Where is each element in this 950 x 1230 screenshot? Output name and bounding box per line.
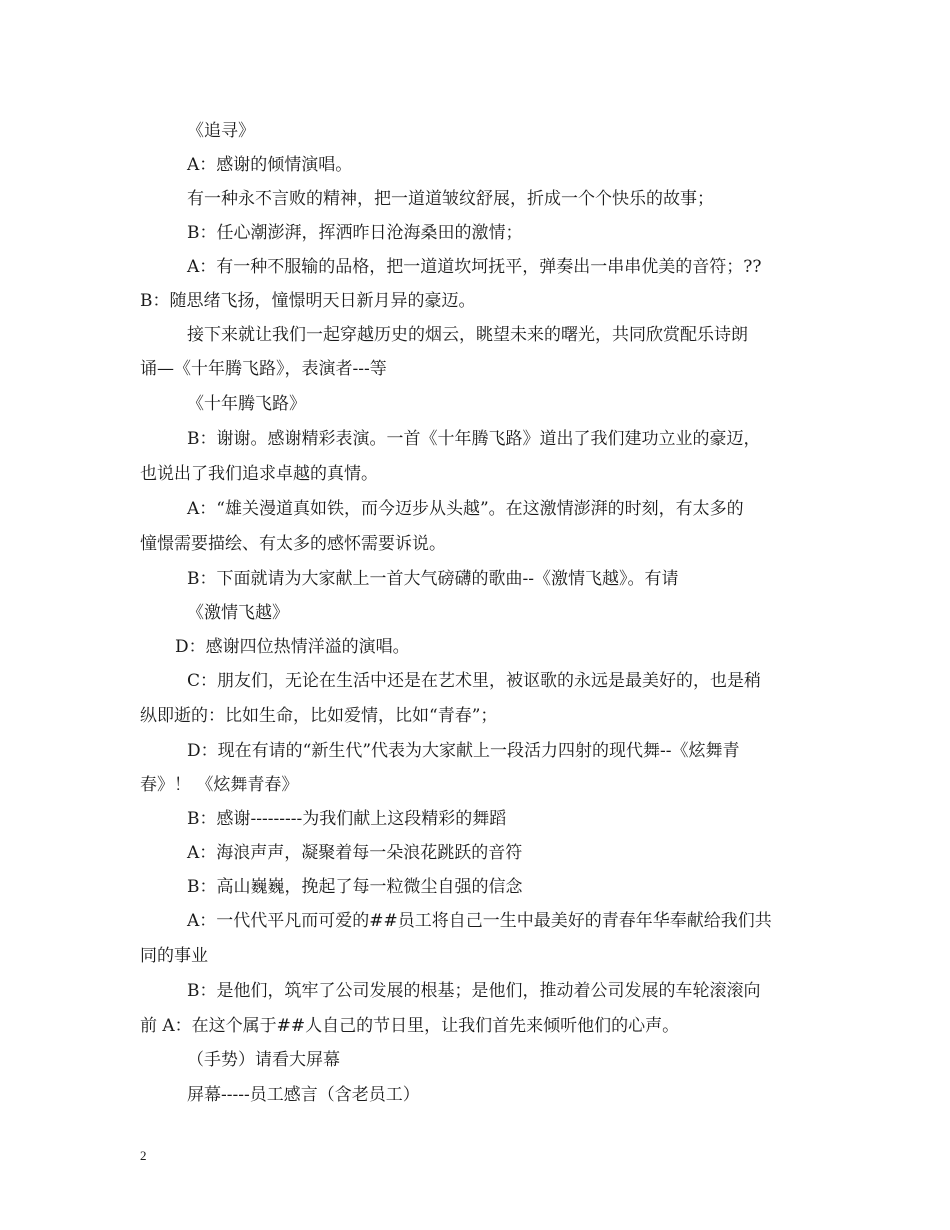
page-number: 2 [140, 1148, 147, 1163]
text-line: （手势）请看大屏幕 [187, 1050, 340, 1070]
text-line: 纵即逝的：比如生命，比如爱情，比如“青春”； [140, 706, 498, 726]
text-line: 同的事业 [140, 946, 208, 966]
text-line: B：随思绪飞扬，憧憬明天日新月异的豪迈。 [140, 291, 476, 311]
text-line: C：朋友们，无论在生活中还是在艺术里，被讴歌的永远是最美好的，也是稍 [187, 671, 762, 691]
text-line: A：感谢的倾情演唱。 [187, 155, 353, 175]
text-line: D：感谢四位热情洋溢的演唱。 [175, 637, 410, 657]
text-line: 《追寻》 [187, 121, 255, 141]
text-line: A：有一种不服输的品格，把一道道坎坷抚平，弹奏出一串串优美的音符；?? [187, 257, 762, 277]
text-line: 憧憬需要描绘、有太多的感怀需要诉说。 [140, 534, 446, 554]
text-line: 接下来就让我们一起穿越历史的烟云，眺望未来的曙光，共同欣赏配乐诗朗 [187, 325, 748, 345]
text-line: 《激情飞越》 [187, 603, 289, 623]
text-line: A：海浪声声，凝聚着每一朵浪花跳跃的音符 [187, 843, 523, 863]
text-line: A：“雄关漫道真如铁，而今迈步从头越”。在这激情澎湃的时刻，有太多的 [187, 499, 744, 519]
text-line: 《十年腾飞路》 [187, 394, 306, 414]
text-line: 诵—《十年腾飞路》，表演者---等 [140, 359, 387, 379]
text-line: 有一种永不言败的精神，把一道道皱纹舒展，折成一个个快乐的故事； [187, 189, 714, 209]
text-line: 屏幕-----员工感言（含老员工） [187, 1085, 420, 1105]
text-line: B：是他们，筑牢了公司发展的根基；是他们，推动着公司发展的车轮滚滚向 [187, 981, 761, 1001]
text-line: B：下面就请为大家献上一首大气磅礴的歌曲--《激情飞越》。有请 [187, 569, 679, 589]
text-line: B：感谢---------为我们献上这段精彩的舞蹈 [187, 809, 507, 829]
text-line: 前 A：在这个属于##人自己的节日里，让我们首先来倾听他们的心声。 [140, 1016, 680, 1036]
text-line: 春》！ 《炫舞青春》 [140, 775, 299, 795]
text-line: 也说出了我们追求卓越的真情。 [140, 464, 378, 484]
text-line: B：谢谢。感谢精彩表演。一首《十年腾飞路》道出了我们建功立业的豪迈， [187, 429, 761, 449]
text-line: B：任心潮澎湃，挥洒昨日沧海桑田的激情； [187, 223, 523, 243]
text-line: D：现在有请的“新生代”代表为大家献上一段活力四射的现代舞--《炫舞青 [187, 741, 740, 761]
text-line: A：一代代平凡而可爱的##员工将自己一生中最美好的青春年华奉献给我们共 [187, 911, 772, 931]
text-line: B：高山巍巍，挽起了每一粒微尘自强的信念 [187, 877, 523, 897]
